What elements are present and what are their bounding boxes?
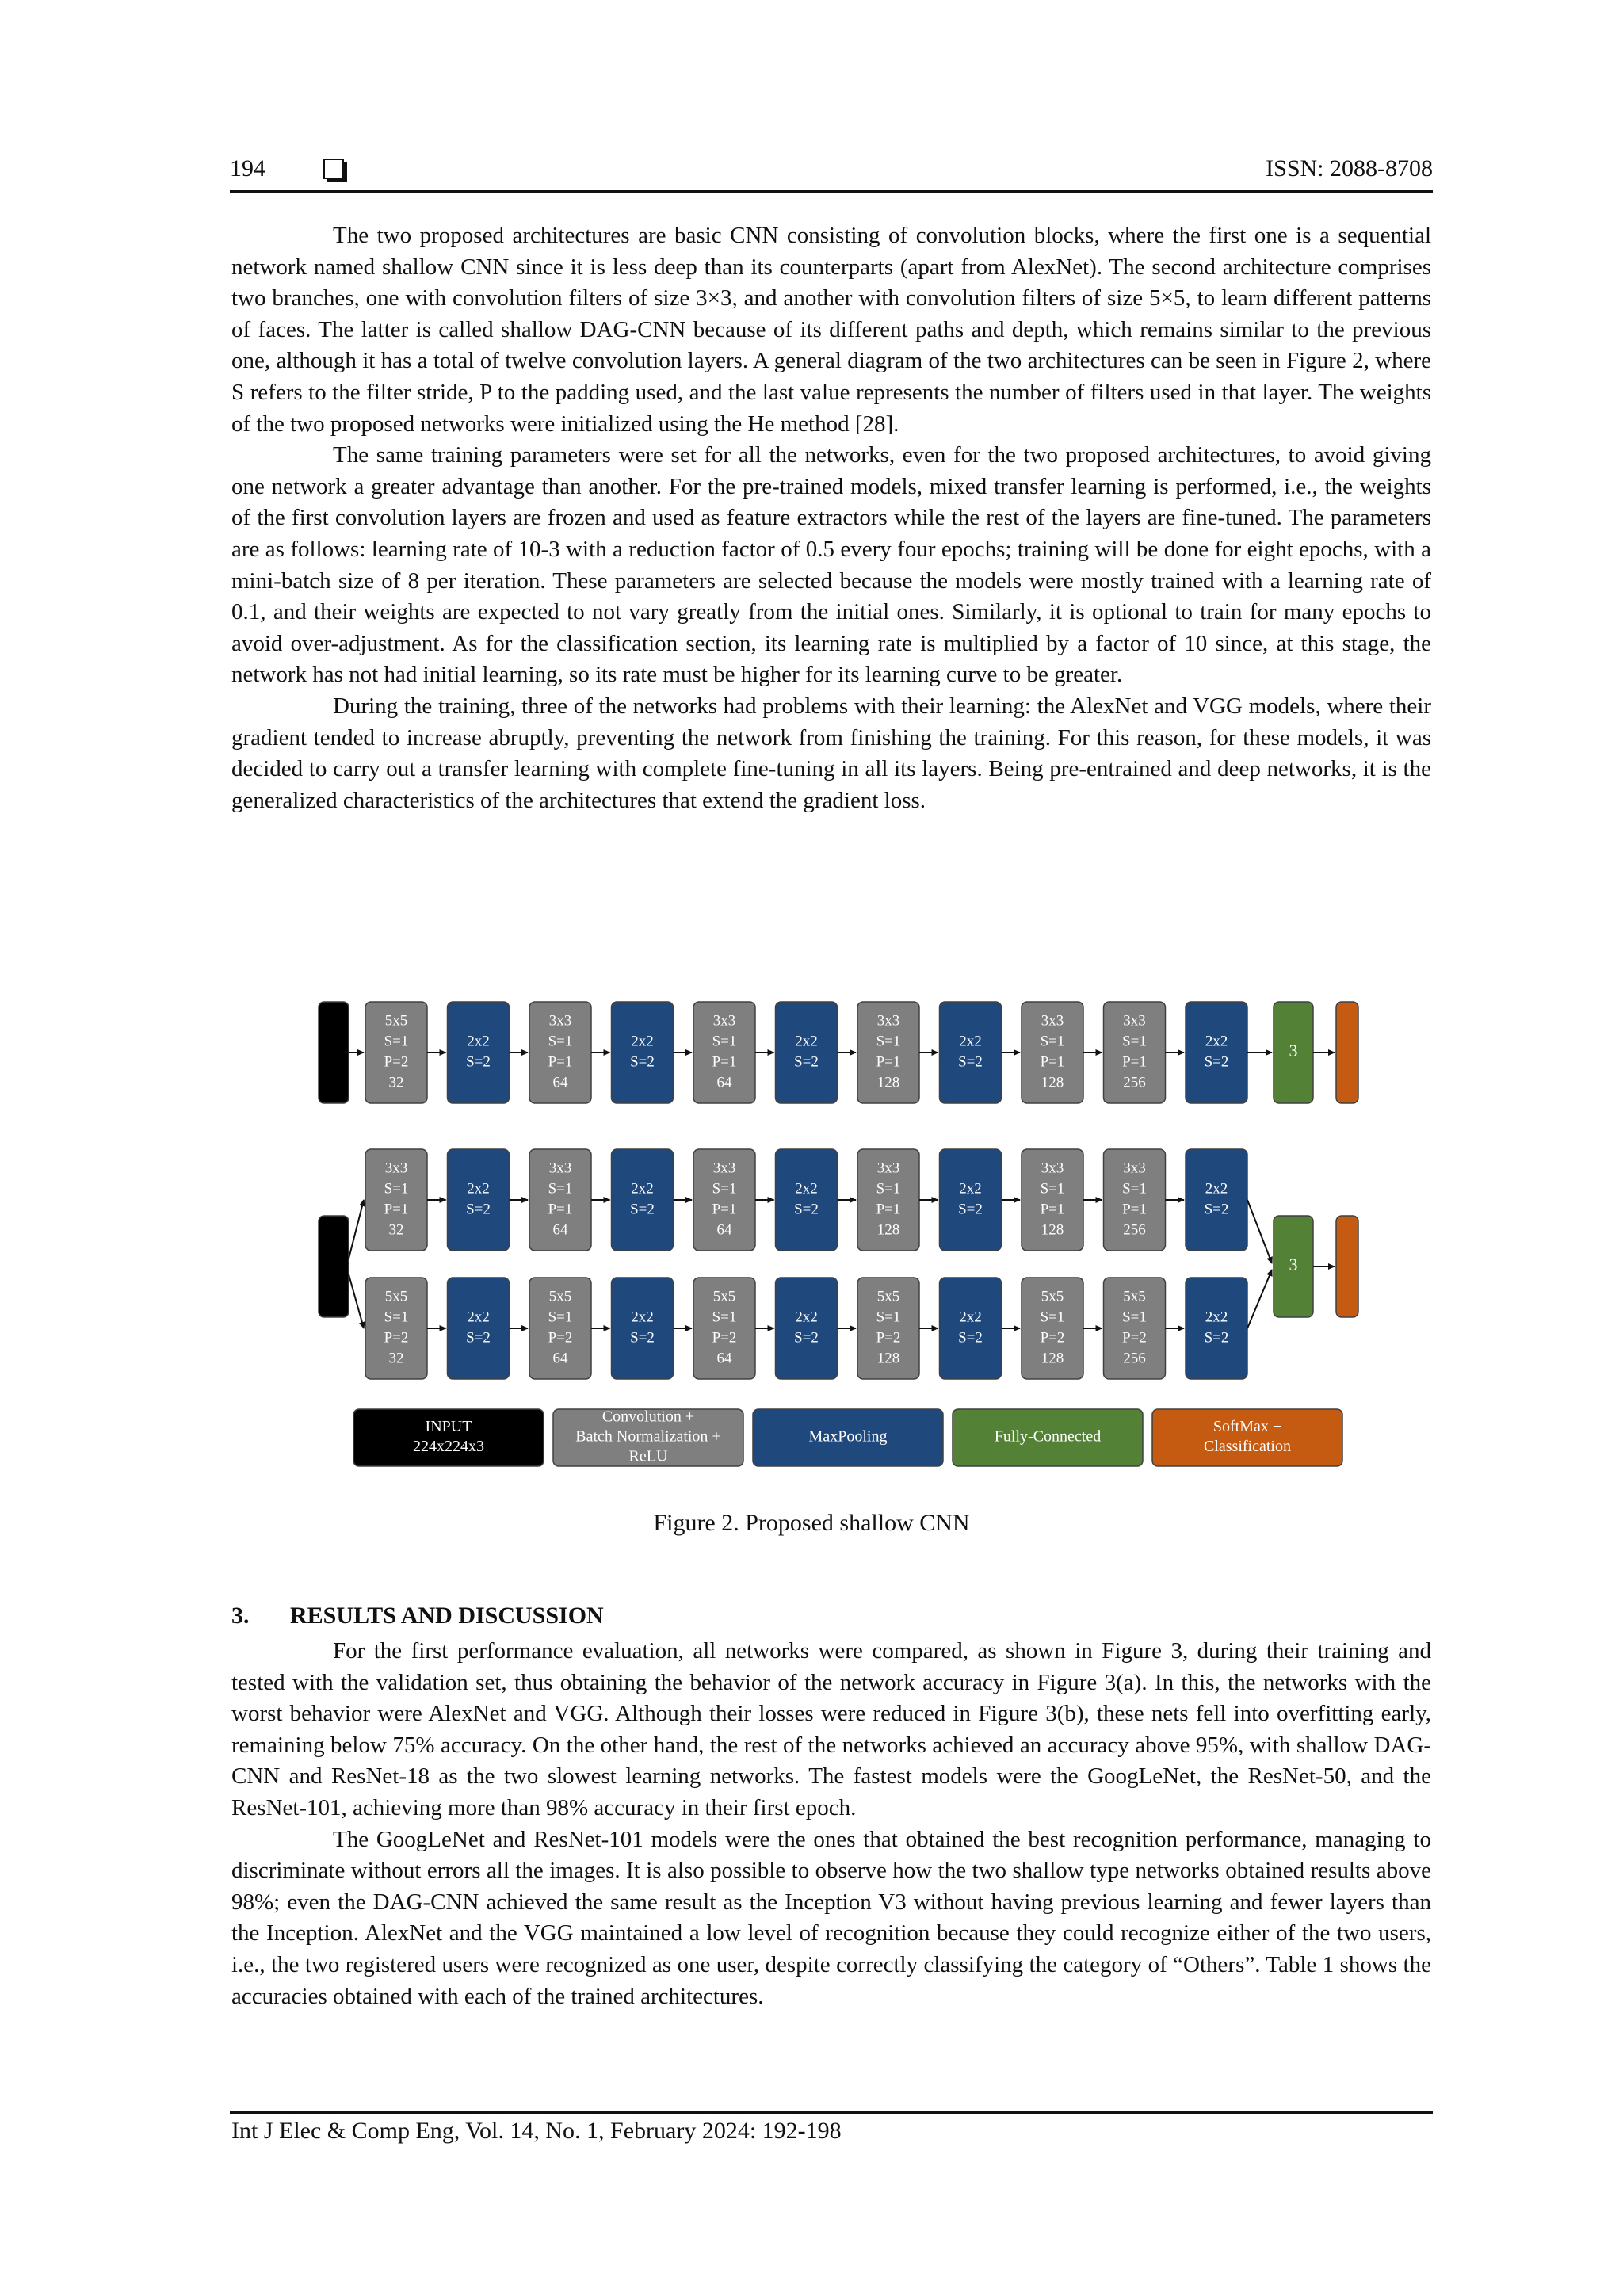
block-label: 32 — [388, 1074, 404, 1091]
block-label: 5x5 — [548, 1288, 572, 1305]
paragraph: For the first performance evaluation, all networks were compared, as shown in Figure 3, during their training and tested with the validation set, thus obtaining the behavior of the network accuracy in Figure 3(a). In this, the networks with the worst behavior were AlexNet and VGG. Although their losses were reduced in Figure 3(b), these nets fell into overfitting early, remaining below 75% accuracy. On the other hand, the rest of the networks achieved an accuracy above 95%, with shallow DAG-CNN and ResNet-18 as the two slowest learning networks. The fastest models were the GoogLeNet, the ResNet-50, and the ResNet-101, achieving more than 98% accuracy in their first epoch. — [231, 1638, 1431, 1820]
block-label: 256 — [1123, 1074, 1146, 1091]
block-label: S=1 — [548, 1033, 573, 1050]
block-label: 3x3 — [712, 1012, 736, 1030]
block-label: 3x3 — [1041, 1159, 1064, 1177]
block-label: P=1 — [548, 1201, 573, 1218]
merge-arrow — [1247, 1270, 1272, 1328]
block-label: 3x3 — [384, 1159, 408, 1177]
legend-label: Fully-Connected — [994, 1427, 1102, 1446]
block-label: 2x2 — [467, 1033, 490, 1050]
block-label: P=2 — [384, 1329, 409, 1347]
legend-label: 224x224x3 — [413, 1438, 484, 1456]
block-label: 64 — [552, 1074, 568, 1091]
block-label: S=1 — [876, 1180, 901, 1198]
maxpool-block — [1186, 1278, 1247, 1379]
block-label: S=2 — [794, 1053, 819, 1071]
legend-label: MaxPooling — [808, 1427, 888, 1446]
figure-caption: Figure 2. Proposed shallow CNN — [653, 1510, 970, 1536]
block-label: 3x3 — [1123, 1012, 1146, 1030]
block-label: S=2 — [958, 1329, 983, 1347]
block-label: S=2 — [630, 1053, 655, 1071]
block-label: 64 — [716, 1350, 732, 1367]
block-label: S=2 — [958, 1053, 983, 1071]
block-label: S=1 — [1040, 1308, 1065, 1326]
block-label: 2x2 — [795, 1033, 818, 1050]
block-label: 5x5 — [384, 1012, 408, 1030]
block-label: S=2 — [794, 1329, 819, 1347]
header-rule — [230, 190, 1433, 193]
block-label: S=2 — [958, 1201, 983, 1218]
block-label: 64 — [552, 1221, 568, 1239]
block-label: S=1 — [384, 1033, 409, 1050]
block-label: 32 — [388, 1350, 404, 1367]
block-label: P=2 — [1122, 1329, 1147, 1347]
block-label: 3x3 — [1123, 1159, 1146, 1177]
block-label: P=1 — [1040, 1201, 1065, 1218]
footer-rule — [230, 2111, 1433, 2114]
input-block — [319, 1002, 349, 1103]
softmax-block — [1336, 1216, 1358, 1317]
maxpool-block — [612, 1278, 674, 1379]
maxpool-block — [776, 1278, 838, 1379]
block-label: P=1 — [876, 1053, 901, 1071]
block-label: 2x2 — [795, 1308, 818, 1326]
block-label: S=2 — [1204, 1201, 1229, 1218]
maxpool-block — [448, 1149, 510, 1251]
maxpool-block — [1186, 1149, 1247, 1251]
body-text-bottom — [231, 1636, 1431, 2012]
block-label: 128 — [876, 1074, 900, 1091]
paragraph: The same training parameters were set for all the networks, even for the two proposed architectures, to avoid giving one network a greater advantage than another. For the pre-trained models, mixed transfer learning is performed, i.e., the weights of the first convolution layers are frozen and used as feature extractors while the rest of the layers are fine-tuned. The parameters are as follows: learning rate of 10-3 with a reduction factor of 0.5 every four epochs; training will be done for eight epochs, with a mini-batch size of 8 per iteration. These parameters are selected because the models were mostly trained with a learning rate of 0.1, and their weights are expected to not vary greatly from the initial ones. Similarly, it is optional to train for many epochs to avoid over-adjustment. As for the classification section, its learning rate is multiplied by a factor of 10 since, at this stage, the network has not had initial learning, so its rate must be higher for its learning curve to be greater. — [231, 442, 1431, 688]
paragraph: The GoogLeNet and ResNet-101 models were the ones that obtained the best recognition performance, managing to discriminate without errors all the images. It is also possible to observe how the two shallow type networks obtained results above 98%; even the DAG-CNN achieved the same result as the Inception V3 without having previous learning and fewer layers than the Inception. AlexNet and the VGG maintained a low level of recognition because they could recognize either of the two users, i.e., the two registered users were recognized as one user, despite correctly classifying the category of “Others”. Table 1 shows the accuracies obtained with each of the trained architectures. — [231, 1826, 1431, 2009]
block-label: 5x5 — [1123, 1288, 1146, 1305]
block-label: 2x2 — [631, 1033, 654, 1050]
maxpool-block — [940, 1149, 1002, 1251]
block-label: 3x3 — [876, 1012, 900, 1030]
block-label: P=2 — [876, 1329, 901, 1347]
softmax-block — [1336, 1002, 1358, 1103]
maxpool-block — [612, 1149, 674, 1251]
block-label: S=2 — [466, 1053, 491, 1071]
block-label: 256 — [1123, 1350, 1146, 1367]
block-label: 128 — [1041, 1221, 1064, 1239]
block-label: P=2 — [384, 1053, 409, 1071]
block-label: P=2 — [1040, 1329, 1065, 1347]
section-heading — [231, 1603, 604, 1629]
figure-2 — [0, 999, 1623, 1490]
block-label: P=1 — [876, 1201, 901, 1218]
block-label: P=1 — [712, 1201, 737, 1218]
block-label: P=1 — [548, 1053, 573, 1071]
legend-label: Batch Normalization + — [575, 1427, 721, 1446]
block-label: 128 — [876, 1221, 900, 1239]
block-label: 3x3 — [1041, 1012, 1064, 1030]
merge-arrow — [1247, 1200, 1272, 1263]
maxpool-block — [612, 1002, 674, 1103]
section-number: 3. — [231, 1603, 250, 1629]
input-block — [319, 1216, 349, 1317]
paragraph: During the training, three of the networks had problems with their learning: the AlexNet and VGG models, where their gradient tended to increase abruptly, preventing the network from finishing the training. For this reason, for these models, it was decided to carry out a transfer learning with complete fine-tuning in all its layers. Being pre-entrained and deep networks, it is the generalized characteristics of the architectures that extend the gradient loss. — [231, 693, 1431, 813]
block-label: 64 — [552, 1350, 568, 1367]
block-label: S=1 — [1122, 1180, 1147, 1198]
block-label: S=1 — [384, 1308, 409, 1326]
block-label: S=1 — [1040, 1033, 1065, 1050]
block-label: 3x3 — [712, 1159, 736, 1177]
block-label: 2x2 — [959, 1180, 982, 1198]
block-label: S=2 — [630, 1329, 655, 1347]
block-label: 2x2 — [795, 1180, 818, 1198]
block-label: 128 — [876, 1350, 900, 1367]
legend-label: ReLU — [628, 1447, 668, 1465]
block-label: 5x5 — [876, 1288, 900, 1305]
block-label: 5x5 — [1041, 1288, 1064, 1305]
block-label: P=2 — [548, 1329, 573, 1347]
block-label: S=2 — [794, 1201, 819, 1218]
block-label: 2x2 — [1205, 1180, 1228, 1198]
block-label: S=1 — [384, 1180, 409, 1198]
legend-label: Classification — [1204, 1438, 1291, 1456]
block-label: P=1 — [1040, 1053, 1065, 1071]
block-label: 3x3 — [548, 1159, 572, 1177]
architecture-diagram — [0, 999, 1623, 1490]
square-bullet-icon — [323, 159, 344, 179]
block-label: 2x2 — [1205, 1033, 1228, 1050]
block-label: 128 — [1041, 1350, 1064, 1367]
page-number: 194 — [230, 155, 265, 181]
block-label: 3x3 — [876, 1159, 900, 1177]
block-label: P=1 — [1122, 1201, 1147, 1218]
block-label: P=1 — [384, 1201, 409, 1218]
block-label: 2x2 — [631, 1308, 654, 1326]
block-label: 64 — [716, 1221, 732, 1239]
block-label: S=2 — [466, 1329, 491, 1347]
block-label: 5x5 — [384, 1288, 408, 1305]
maxpool-block — [448, 1002, 510, 1103]
maxpool-block — [776, 1002, 838, 1103]
fc-label: 3 — [1289, 1041, 1298, 1061]
maxpool-block — [448, 1278, 510, 1379]
body-text-top — [231, 220, 1431, 816]
legend-label: INPUT — [425, 1418, 472, 1436]
block-label: S=1 — [712, 1033, 737, 1050]
block-label: S=2 — [466, 1201, 491, 1218]
block-label: 128 — [1041, 1074, 1064, 1091]
block-label: S=1 — [876, 1308, 901, 1326]
block-label: 2x2 — [959, 1033, 982, 1050]
block-label: P=1 — [712, 1053, 737, 1071]
branch-arrow — [349, 1200, 364, 1259]
maxpool-block — [1186, 1002, 1247, 1103]
legend-label: Convolution + — [601, 1408, 695, 1426]
block-label: S=2 — [1204, 1053, 1229, 1071]
block-label: 3x3 — [548, 1012, 572, 1030]
block-label: S=1 — [1122, 1033, 1147, 1050]
maxpool-block — [940, 1002, 1002, 1103]
block-label: S=1 — [1122, 1308, 1147, 1326]
block-label: S=1 — [548, 1308, 573, 1326]
block-label: S=1 — [548, 1180, 573, 1198]
block-label: P=2 — [712, 1329, 737, 1347]
maxpool-block — [776, 1149, 838, 1251]
block-label: 2x2 — [467, 1180, 490, 1198]
paragraph: The two proposed architectures are basic CNN consisting of convolution blocks, where the first one is a sequential network named shallow CNN since it is less deep than its counterparts (apart from AlexNet). The second architecture comprises two branches, one with convolution filters of size 3×3, and another with convolution filters of size 5×5, to learn different patterns of faces. The latter is called shallow DAG-CNN because of its different paths and depth, which remains similar to the previous one, although it has a total of twelve convolution layers. A general diagram of the two architectures can be seen in Figure 2, where S refers to the filter stride, P to the padding used, and the last value represents the number of filters used in that layer. The weights of the two proposed networks were initialized using the He method [28]. — [231, 223, 1431, 437]
section-title: RESULTS AND DISCUSSION — [290, 1603, 604, 1629]
block-label: S=2 — [630, 1201, 655, 1218]
fc-label: 3 — [1289, 1255, 1298, 1275]
block-label: S=1 — [876, 1033, 901, 1050]
block-label: 256 — [1123, 1221, 1146, 1239]
footer-citation: Int J Elec & Comp Eng, Vol. 14, No. 1, February 2024: 192-198 — [231, 2118, 842, 2144]
block-label: 2x2 — [631, 1180, 654, 1198]
legend-label: SoftMax + — [1212, 1418, 1282, 1436]
block-label: S=1 — [1040, 1180, 1065, 1198]
block-label: 32 — [388, 1221, 404, 1239]
block-label: S=1 — [712, 1308, 737, 1326]
block-label: S=2 — [1204, 1329, 1229, 1347]
journal-issn: ISSN: 2088-8708 — [1266, 155, 1433, 181]
maxpool-block — [940, 1278, 1002, 1379]
block-label: 2x2 — [467, 1308, 490, 1326]
block-label: 5x5 — [712, 1288, 736, 1305]
block-label: S=1 — [712, 1180, 737, 1198]
block-label: 64 — [716, 1074, 732, 1091]
block-label: 2x2 — [959, 1308, 982, 1326]
branch-arrow — [349, 1274, 364, 1328]
block-label: P=1 — [1122, 1053, 1147, 1071]
block-label: 2x2 — [1205, 1308, 1228, 1326]
